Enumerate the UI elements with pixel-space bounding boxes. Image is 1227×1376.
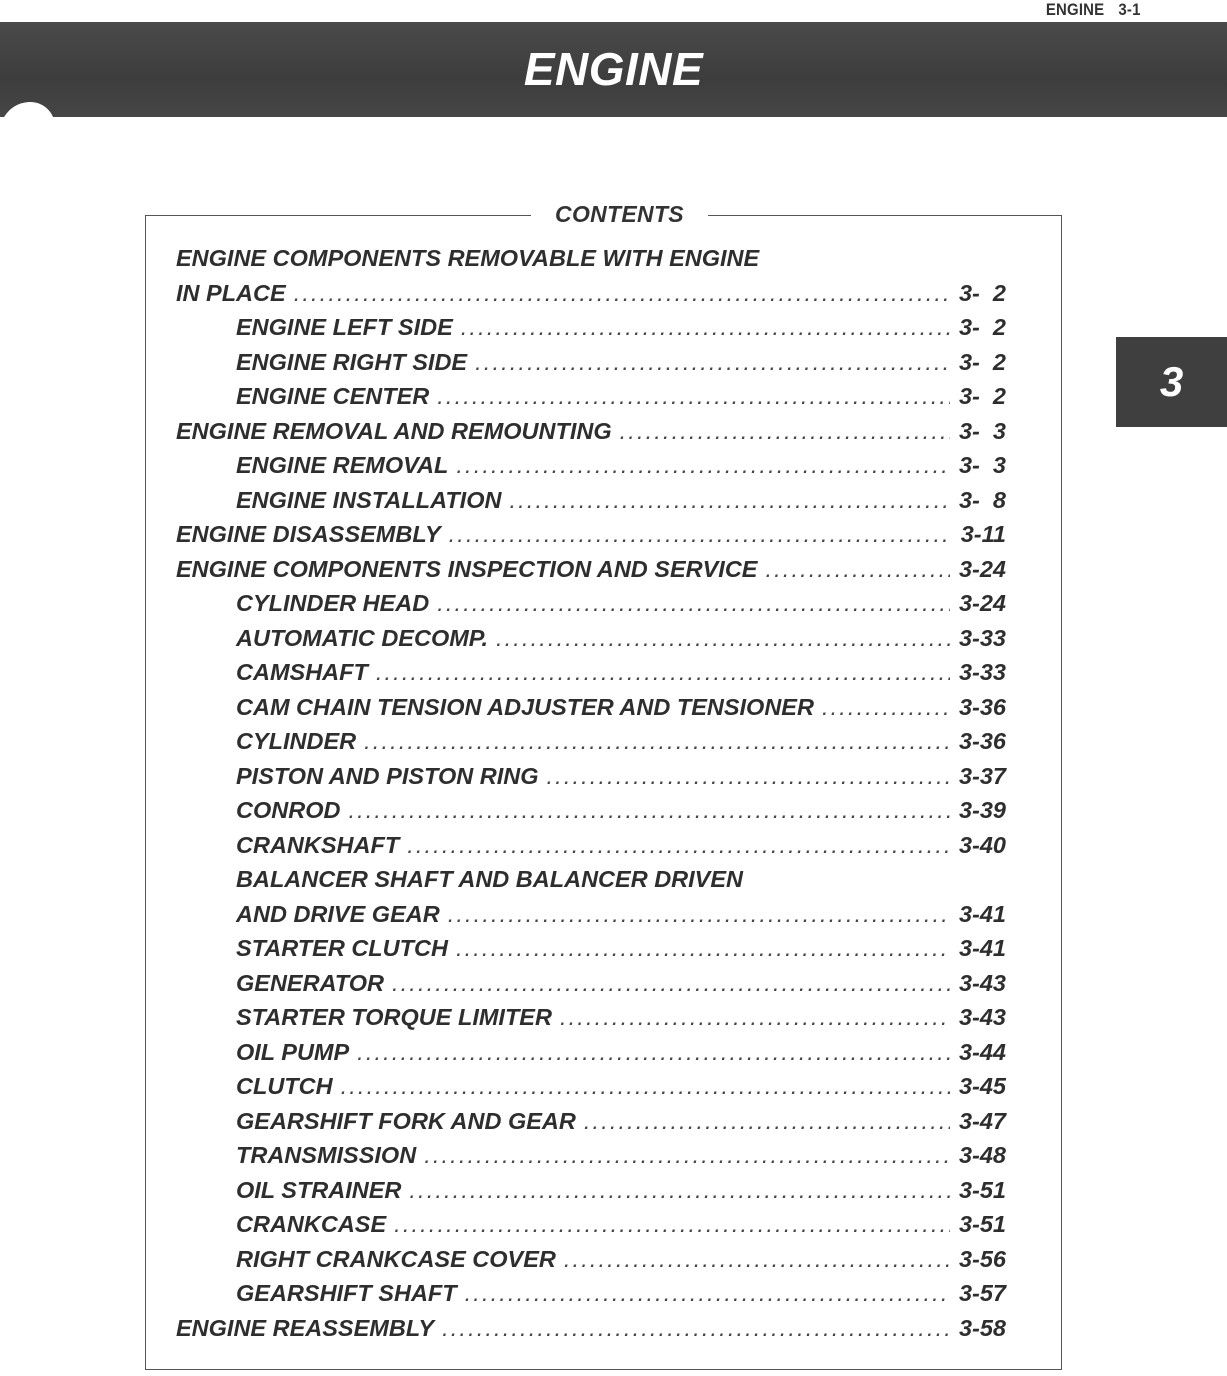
- running-header: [1046, 0, 1141, 20]
- toc-entry: [176, 1069, 1006, 1104]
- toc-entry-title: ENGINE COMPONENTS REMOVABLE WITH ENGINE: [176, 245, 760, 271]
- toc-dot-leader: [584, 1104, 950, 1139]
- header-page-number: 3-1: [1118, 0, 1141, 19]
- toc-dot-leader: [424, 1138, 950, 1173]
- toc-dot-leader: [348, 793, 950, 828]
- toc-entry: [176, 793, 1006, 828]
- toc-entry: [176, 690, 1006, 725]
- toc-entry-page: 3-44: [958, 1038, 1006, 1065]
- toc-dot-leader: [475, 345, 950, 380]
- toc-entry-title: RIGHT CRANKCASE COVER: [236, 1245, 556, 1272]
- toc-entry: [176, 448, 1006, 483]
- toc-entry-page: 3-37: [958, 762, 1006, 789]
- toc-entry-page: 3-36: [958, 728, 1006, 754]
- toc-dot-leader: [496, 621, 950, 656]
- toc-entry-page: 3- 3: [958, 452, 1006, 478]
- toc-dot-leader: [822, 690, 950, 725]
- toc-entry-title: CLUTCH: [236, 1073, 333, 1099]
- toc-entry-page: 3-56: [958, 1245, 1006, 1272]
- toc-entry-title: CYLINDER HEAD: [236, 590, 430, 616]
- toc-entry: [176, 655, 1006, 690]
- toc-entry-title: ENGINE REMOVAL AND REMOUNTING: [176, 417, 612, 444]
- toc-entry: [176, 621, 1006, 656]
- toc-entry-title: CAM CHAIN TENSION ADJUSTER AND TENSIONER: [236, 693, 814, 720]
- toc-entry-page: 3-43: [958, 1004, 1006, 1030]
- toc-entry-title: STARTER CLUTCH: [236, 935, 448, 961]
- toc-entry-page: 3-58: [958, 1314, 1006, 1341]
- toc-dot-leader: [437, 586, 950, 621]
- toc-entry-page: 3-24: [958, 555, 1006, 582]
- toc-entry: [176, 586, 1006, 621]
- toc-entry-title: ENGINE REASSEMBLY: [176, 1314, 435, 1341]
- contents-title: CONTENTS: [555, 201, 684, 227]
- toc-entry-page: 3-11: [960, 521, 1006, 547]
- toc-dot-leader: [456, 931, 950, 966]
- contents-rule-left: [146, 215, 531, 216]
- toc-entry-page: 3-36: [958, 693, 1006, 720]
- toc-entry: [176, 345, 1006, 380]
- toc-dot-leader: [456, 448, 950, 483]
- toc-dot-leader: [409, 1173, 950, 1208]
- header-section: ENGINE: [1046, 0, 1105, 19]
- toc-dot-leader: [407, 828, 950, 863]
- toc-dot-leader: [560, 1000, 950, 1035]
- toc-dot-leader: [448, 897, 950, 932]
- toc-entry-title: CRANKSHAFT: [236, 831, 400, 858]
- toc-entry: [176, 414, 1006, 449]
- toc-entry: [176, 897, 1006, 932]
- toc-entry-title: ENGINE REMOVAL: [236, 452, 449, 478]
- toc-entry: [176, 1311, 1006, 1346]
- toc-entry-title: OIL PUMP: [236, 1038, 350, 1065]
- toc-entry: [176, 931, 1006, 966]
- toc-dot-leader: [341, 1069, 950, 1104]
- toc-entry: [176, 379, 1006, 414]
- chapter-number: 3: [1159, 358, 1184, 405]
- toc-entry-page: 3- 2: [958, 348, 1006, 375]
- toc-entry: [176, 828, 1006, 863]
- toc-entry-title: GEARSHIFT FORK AND GEAR: [236, 1107, 576, 1134]
- toc-dot-leader: [442, 1311, 950, 1346]
- toc-entry: [176, 1276, 1006, 1311]
- toc-entry-title: ENGINE RIGHT SIDE: [236, 348, 468, 375]
- toc-entry-title: CYLINDER: [236, 728, 357, 754]
- toc-entry-title: TRANSMISSION: [236, 1142, 417, 1168]
- toc-dot-leader: [376, 655, 950, 690]
- toc-entry-title: GEARSHIFT SHAFT: [236, 1280, 457, 1306]
- toc-entry-page: 3-33: [958, 624, 1006, 651]
- toc-entry: [176, 1173, 1006, 1208]
- toc-entry: [176, 1242, 1006, 1277]
- toc-entry-page: 3-39: [958, 797, 1006, 823]
- toc-dot-leader: [449, 517, 950, 552]
- toc-dot-leader: [765, 552, 950, 587]
- toc-entry-title: ENGINE INSTALLATION: [236, 486, 502, 513]
- chapter-title: ENGINE: [523, 43, 704, 95]
- toc-entry-page: 3-47: [958, 1107, 1006, 1134]
- toc-entry-title: PISTON AND PISTON RING: [236, 762, 539, 789]
- toc-entry-title: GENERATOR: [236, 969, 384, 996]
- toc-entry: [176, 966, 1006, 1001]
- toc-entry-title: AUTOMATIC DECOMP.: [236, 624, 488, 651]
- toc-dot-leader: [461, 310, 950, 345]
- toc-entry: [176, 1207, 1006, 1242]
- toc-entry-page: 3-41: [958, 900, 1006, 927]
- toc-entry-page: 3-48: [958, 1142, 1006, 1168]
- banner-notch: [0, 102, 55, 142]
- toc-dot-leader: [465, 1276, 950, 1311]
- toc-entry: [176, 552, 1006, 587]
- toc-dot-leader: [394, 1207, 950, 1242]
- toc-entry-title: BALANCER SHAFT AND BALANCER DRIVEN: [236, 866, 743, 892]
- toc-entry: [176, 241, 1006, 276]
- toc-entry-title: ENGINE LEFT SIDE: [236, 314, 453, 340]
- toc-entry-page: 3- 2: [958, 383, 1006, 409]
- toc-entry-title: AND DRIVE GEAR: [236, 900, 440, 927]
- toc-entry-page: 3-41: [958, 935, 1006, 961]
- toc-entry-title: IN PLACE: [176, 279, 286, 306]
- toc-entry-page: 3-45: [958, 1073, 1006, 1099]
- toc-entry: [176, 276, 1006, 311]
- contents-rule-right: [708, 215, 1061, 216]
- toc-entry-page: 3-33: [958, 659, 1006, 685]
- toc-entry-page: 3- 8: [958, 486, 1006, 513]
- toc-entry: [176, 1104, 1006, 1139]
- contents-box: [145, 201, 1062, 1370]
- toc-entry-page: 3-43: [958, 969, 1006, 996]
- toc-entry: [176, 483, 1006, 518]
- toc-dot-leader: [294, 276, 950, 311]
- toc-dot-leader: [620, 414, 950, 449]
- toc-entry-title: ENGINE CENTER: [236, 383, 430, 409]
- toc-entry-page: 3- 3: [958, 417, 1006, 444]
- toc-entry-page: 3-40: [958, 831, 1006, 858]
- toc-entry-title: STARTER TORQUE LIMITER: [236, 1004, 552, 1030]
- toc-entry-title: OIL STRAINER: [236, 1176, 402, 1203]
- toc-entry-page: 3-57: [958, 1280, 1006, 1306]
- toc-dot-leader: [509, 483, 950, 518]
- toc-dot-leader: [392, 966, 950, 1001]
- toc-dot-leader: [437, 379, 950, 414]
- chapter-tab: [1116, 337, 1227, 427]
- toc-entry-title: CAMSHAFT: [236, 659, 368, 685]
- toc-entry: [176, 310, 1006, 345]
- toc-entry-page: 3-24: [958, 590, 1006, 616]
- toc-entry-title: CONROD: [236, 797, 341, 823]
- toc-entry: [176, 1138, 1006, 1173]
- toc-entry-page: 3-51: [958, 1211, 1006, 1237]
- toc-entry: [176, 759, 1006, 794]
- toc-entry: [176, 1000, 1006, 1035]
- chapter-banner: [0, 22, 1227, 117]
- toc-dot-leader: [547, 759, 951, 794]
- toc-dot-leader: [564, 1242, 950, 1277]
- toc-entry-title: ENGINE COMPONENTS INSPECTION AND SERVICE: [176, 555, 758, 582]
- toc-entry: [176, 1035, 1006, 1070]
- toc-entry: [176, 862, 1006, 897]
- toc-entry-title: ENGINE DISASSEMBLY: [176, 521, 441, 547]
- toc-entry-page: 3- 2: [958, 314, 1006, 340]
- table-of-contents: [176, 241, 1006, 1345]
- toc-entry-page: 3- 2: [958, 279, 1006, 306]
- toc-entry: [176, 517, 1006, 552]
- toc-dot-leader: [357, 1035, 950, 1070]
- toc-entry: [176, 724, 1006, 759]
- toc-entry-title: CRANKCASE: [236, 1211, 387, 1237]
- toc-entry-page: 3-51: [958, 1176, 1006, 1203]
- toc-dot-leader: [364, 724, 950, 759]
